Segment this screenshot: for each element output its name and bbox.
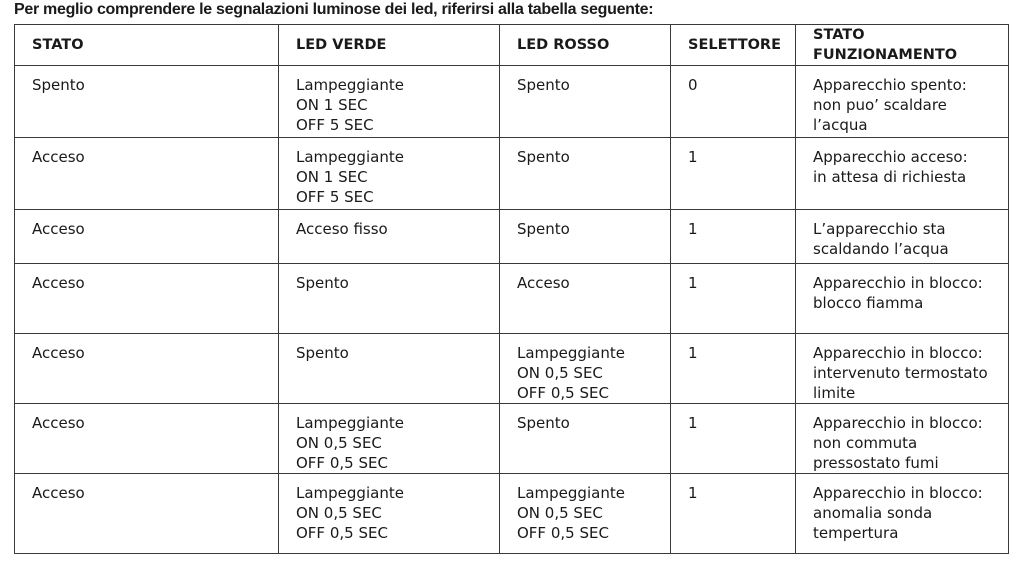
cell-led-rosso: Spento [500,66,671,138]
table-row [15,334,1009,404]
cell-stato-funzionamento: Apparecchio in blocco: intervenuto termostato limite [796,334,1009,404]
cell-selettore: 1 [671,210,796,264]
cell-led-rosso: Lampeggiante ON 0,5 SEC OFF 0,5 SEC [500,334,671,404]
header-led-verde: LED VERDE [279,25,500,66]
cell-stato: Acceso [15,334,279,404]
cell-stato-funzionamento: Apparecchio spento: non puo’ scaldare l’acqua [796,66,1009,138]
cell-stato: Acceso [15,138,279,210]
cell-stato: Acceso [15,404,279,474]
cell-led-verde: Lampeggiante ON 1 SEC OFF 5 SEC [279,138,500,210]
cell-led-rosso: Spento [500,210,671,264]
table-row [15,404,1009,474]
cell-selettore: 1 [671,404,796,474]
table-row [15,474,1009,554]
header-selettore: SELETTORE [671,25,796,66]
intro-text: Per meglio comprendere le segnalazioni luminose dei led, riferirsi alla tabella seguente: [14,1,654,18]
table-row [15,66,1009,138]
cell-selettore: 1 [671,334,796,404]
cell-led-verde: Lampeggiante ON 0,5 SEC OFF 0,5 SEC [279,404,500,474]
header-stato-funzionamento: STATO FUNZIONAMENTO [796,25,1009,66]
cell-stato: Spento [15,66,279,138]
cell-led-rosso: Spento [500,138,671,210]
cell-stato-funzionamento: Apparecchio in blocco: blocco fiamma [796,264,1009,334]
cell-led-rosso: Acceso [500,264,671,334]
cell-stato-funzionamento: L’apparecchio sta scaldando l’acqua [796,210,1009,264]
cell-led-rosso: Lampeggiante ON 0,5 SEC OFF 0,5 SEC [500,474,671,554]
cell-stato: Acceso [15,264,279,334]
cell-stato: Acceso [15,474,279,554]
cell-stato-funzionamento: Apparecchio in blocco: non commuta pressostato fumi [796,404,1009,474]
cell-stato-funzionamento: Apparecchio acceso: in attesa di richiesta [796,138,1009,210]
cell-selettore: 1 [671,474,796,554]
table-row [15,138,1009,210]
cell-selettore: 1 [671,264,796,334]
cell-led-verde: Lampeggiante ON 1 SEC OFF 5 SEC [279,66,500,138]
cell-stato: Acceso [15,210,279,264]
cell-selettore: 1 [671,138,796,210]
cell-led-verde: Spento [279,334,500,404]
table-row [15,264,1009,334]
cell-selettore: 0 [671,66,796,138]
header-led-rosso: LED ROSSO [500,25,671,66]
led-status-table [14,24,1009,554]
table-row [15,210,1009,264]
cell-led-verde: Lampeggiante ON 0,5 SEC OFF 0,5 SEC [279,474,500,554]
cell-led-verde: Spento [279,264,500,334]
header-stato: STATO [15,25,279,66]
cell-stato-funzionamento: Apparecchio in blocco: anomalia sonda tempertura [796,474,1009,554]
cell-led-rosso: Spento [500,404,671,474]
table-header-row [15,25,1009,66]
cell-led-verde: Acceso fisso [279,210,500,264]
